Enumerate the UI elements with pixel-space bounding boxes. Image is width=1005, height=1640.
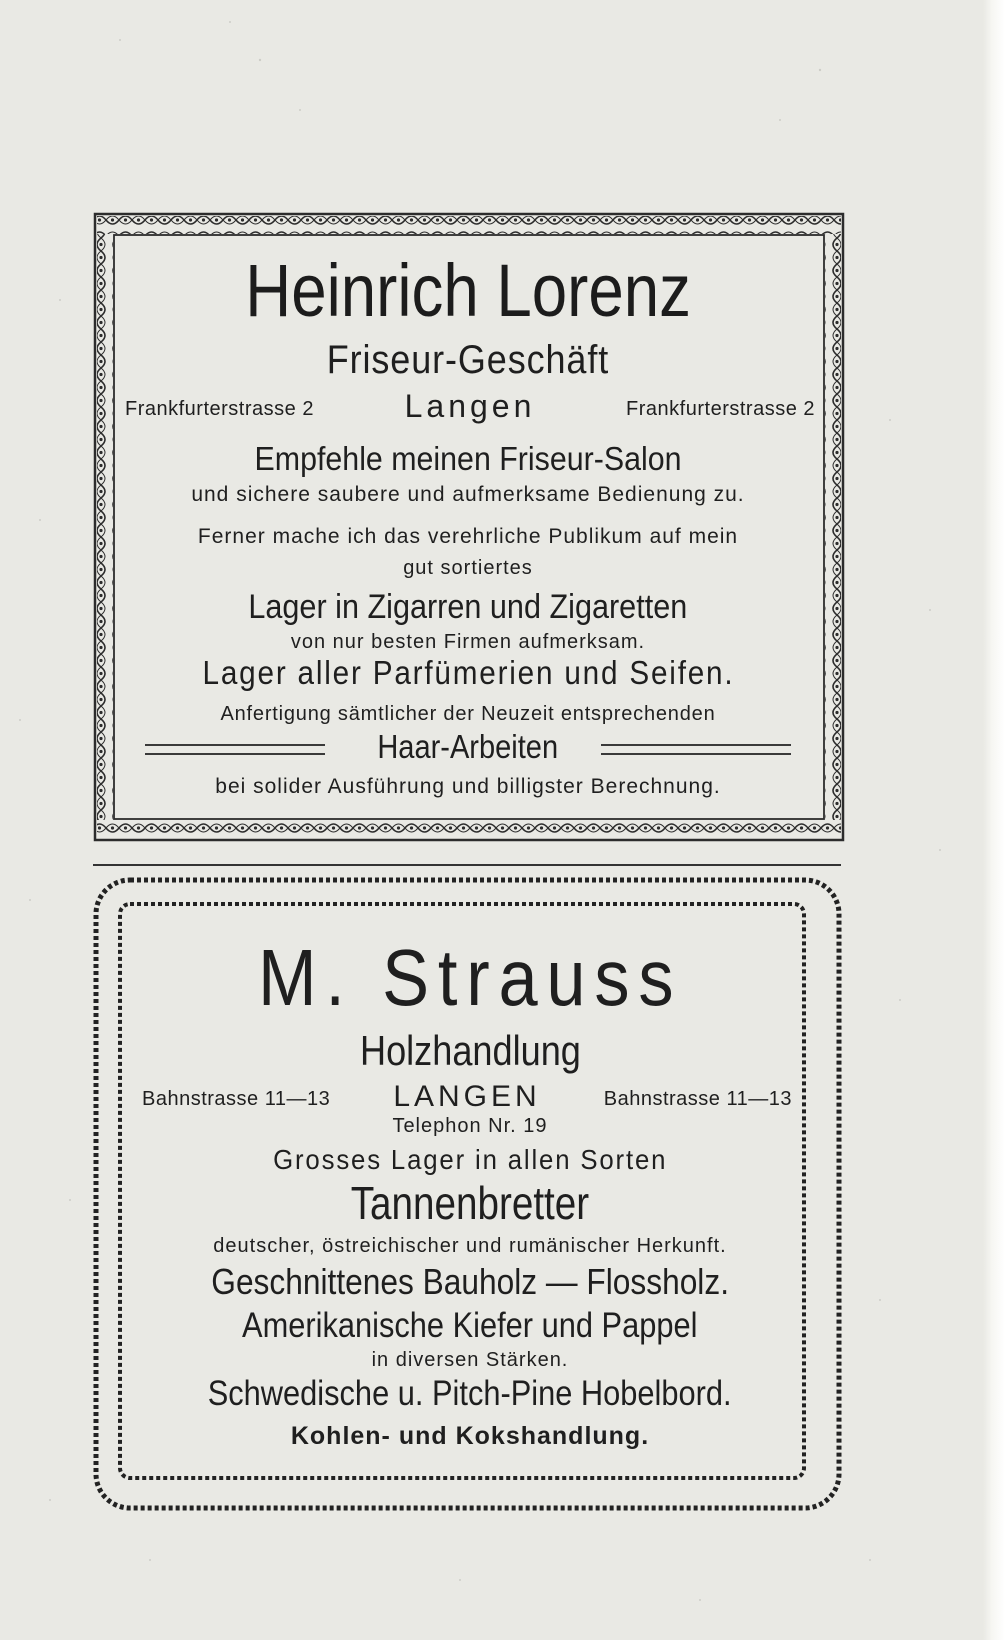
lorenz-hair: Haar-Arbeiten [377, 728, 559, 765]
ad-separator [93, 864, 841, 866]
lorenz-service: und sichere saubere und aufmerksame Bedienung zu. [191, 483, 745, 506]
lorenz-perfume: Lager aller Parfümerien und Seifen. [202, 654, 734, 691]
strauss-origin: deutscher, östreichischer und rumänischer Herkunft. [213, 1235, 727, 1257]
strauss-business: Holzhandlung [359, 1027, 581, 1074]
strauss-telephone: Telephon Nr. 19 [392, 1115, 548, 1137]
page-edge [983, 0, 1005, 1640]
strauss-stock: Grosses Lager in allen Sorten [272, 1144, 668, 1175]
strauss-name: M. Strauss [257, 933, 683, 1022]
lorenz-further: Ferner mache ich das verehrliche Publikum auf mein [197, 525, 739, 548]
lorenz-sorted: gut sortiertes [403, 557, 533, 579]
lorenz-address-left: Frankfurterstrasse 2 [125, 398, 314, 420]
strauss-boards: Tannenbretter [350, 1177, 590, 1229]
lorenz-price: bei solider Ausführung und billigster Berechnung. [215, 775, 721, 798]
strauss-address-right: Bahnstrasse 11—13 [603, 1088, 792, 1110]
lorenz-making: Anfertigung sämtlicher der Neuzeit entsprechenden [220, 703, 716, 725]
lorenz-hair-row [145, 726, 791, 766]
lorenz-recommend: Empfehle meinen Friseur-Salon [254, 440, 682, 477]
lorenz-cigars: Lager in Zigarren und Zigaretten [248, 588, 688, 626]
strauss-address-row [142, 1080, 792, 1116]
strauss-strength: in diversen Stärken. [371, 1349, 569, 1371]
lorenz-name: Heinrich Lorenz [245, 249, 691, 332]
lorenz-business: Friseur-Geschäft [326, 338, 610, 382]
strauss-coal: Kohlen- und Kokshandlung. [290, 1422, 650, 1450]
strauss-planks: Schwedische u. Pitch-Pine Hobelbord. [208, 1374, 732, 1413]
strauss-content [130, 930, 810, 1460]
lorenz-address-right: Frankfurterstrasse 2 [626, 398, 815, 420]
strauss-address-left: Bahnstrasse 11—13 [142, 1088, 331, 1110]
lorenz-advertisement [93, 212, 845, 842]
strauss-timber: Geschnittenes Bauholz — Flossholz. [211, 1261, 729, 1302]
lorenz-address-row [125, 388, 815, 428]
strauss-pine: Amerikanische Kiefer und Pappel [242, 1306, 698, 1345]
decorative-rule-right [601, 744, 791, 755]
lorenz-firms: von nur besten Firmen aufmerksam. [290, 631, 646, 653]
strauss-advertisement [90, 874, 845, 1514]
strauss-town: LANGEN [393, 1080, 541, 1113]
lorenz-town: Langen [404, 388, 536, 424]
lorenz-content [115, 236, 821, 816]
